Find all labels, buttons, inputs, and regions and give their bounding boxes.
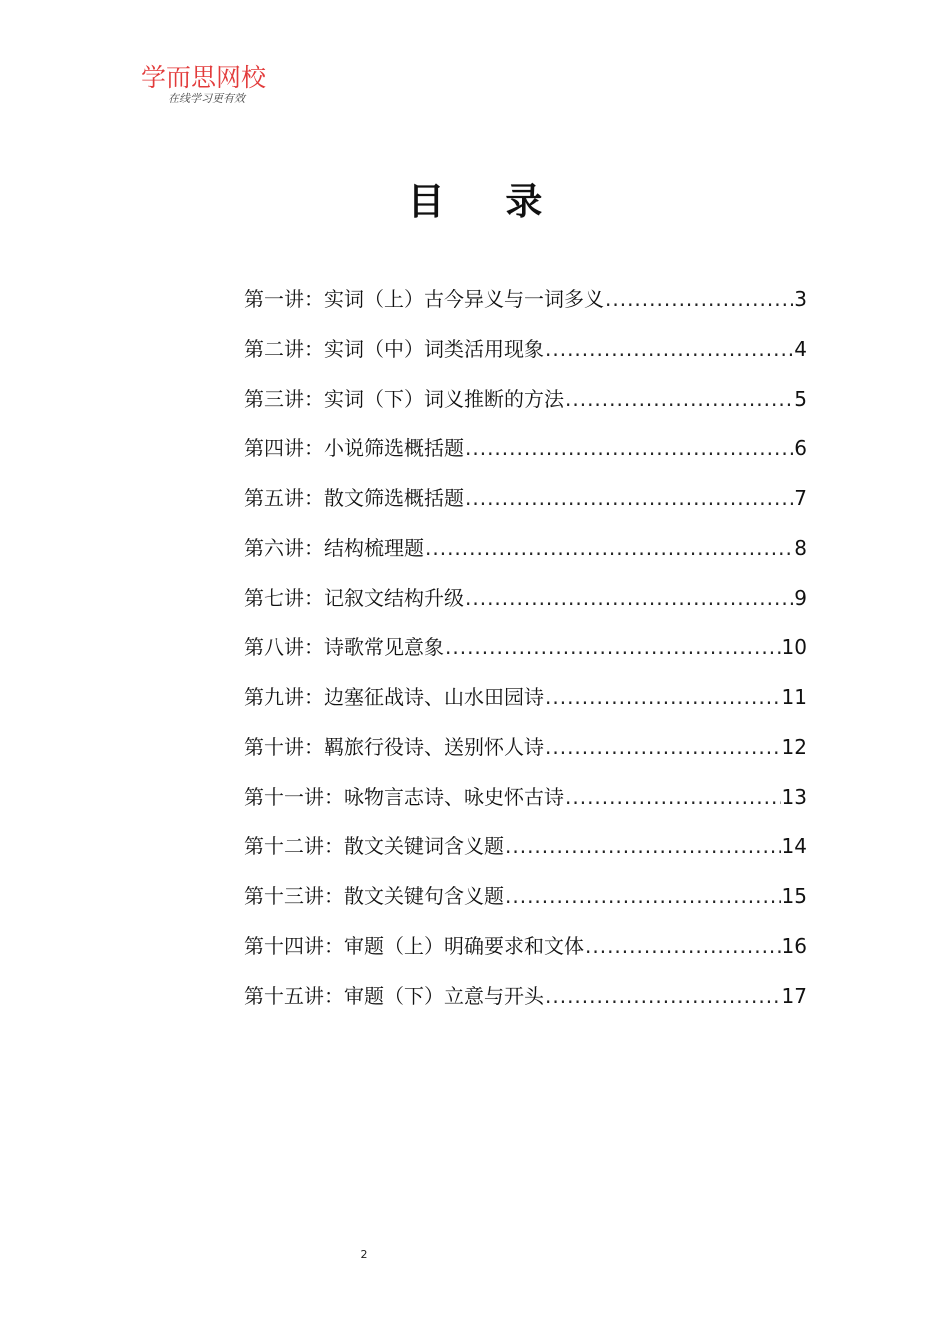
toc-entry-page: 12 xyxy=(781,734,807,759)
toc-entry-label: 第九讲：边塞征战诗、山水田园诗 xyxy=(244,685,544,709)
toc-entry-4[interactable] xyxy=(244,433,807,483)
toc-entry-8[interactable] xyxy=(244,632,807,682)
toc-entry-label: 第一讲：实词（上）古今异义与一词多义 xyxy=(244,287,604,311)
toc-entry-label: 第十五讲：审题（下）立意与开头 xyxy=(244,983,544,1008)
toc-entry-label: 第十四讲：审题（上）明确要求和文体 xyxy=(244,933,584,958)
toc-entry-page: 13 xyxy=(781,784,807,809)
table-of-contents xyxy=(244,284,807,1030)
toc-entry-page: 4 xyxy=(794,336,807,361)
toc-entry-5[interactable] xyxy=(244,483,807,533)
toc-entry-13[interactable] xyxy=(244,881,807,931)
toc-entry-10[interactable] xyxy=(244,732,807,782)
toc-entry-page: 7 xyxy=(794,486,807,510)
toc-entry-label: 第十二讲：散文关键词含义题 xyxy=(244,834,504,859)
toc-entry-label: 第十三讲：散文关键句含义题 xyxy=(244,884,504,908)
dot-leader xyxy=(585,931,781,961)
dot-leader xyxy=(425,533,793,563)
dot-leader xyxy=(605,284,793,314)
toc-entry-page: 11 xyxy=(781,685,807,709)
toc-entry-page: 6 xyxy=(794,436,807,461)
toc-entry-label: 第二讲：实词（中）词类活用现象 xyxy=(244,336,544,361)
dot-leader xyxy=(465,583,793,613)
dot-leader xyxy=(565,782,781,812)
toc-entry-7[interactable] xyxy=(244,583,807,633)
toc-entry-12[interactable] xyxy=(244,831,807,881)
toc-entry-page: 3 xyxy=(794,287,807,311)
dot-leader xyxy=(445,632,781,662)
dot-leader xyxy=(545,732,781,762)
dot-leader xyxy=(505,831,781,861)
toc-entry-label: 第八讲：诗歌常见意象 xyxy=(244,635,444,660)
toc-entry-14[interactable] xyxy=(244,931,807,981)
toc-entry-15[interactable] xyxy=(244,981,807,1031)
toc-entry-3[interactable] xyxy=(244,384,807,434)
toc-entry-page: 5 xyxy=(794,386,807,411)
toc-entry-6[interactable] xyxy=(244,533,807,583)
toc-entry-page: 14 xyxy=(781,834,807,859)
toc-entry-label: 第十讲：羁旅行役诗、送别怀人诗 xyxy=(244,734,544,759)
toc-entry-label: 第七讲：记叙文结构升级 xyxy=(244,585,464,610)
toc-entry-9[interactable] xyxy=(244,682,807,732)
toc-entry-label: 第十一讲：咏物言志诗、咏史怀古诗 xyxy=(244,784,564,809)
dot-leader xyxy=(465,433,793,463)
brand-logo xyxy=(141,62,281,112)
page-number: 2 xyxy=(360,1248,368,1261)
toc-entry-2[interactable] xyxy=(244,334,807,384)
dot-leader xyxy=(545,334,793,364)
toc-entry-page: 15 xyxy=(781,884,807,908)
toc-entry-label: 第四讲：小说筛选概括题 xyxy=(244,436,464,461)
toc-entry-page: 10 xyxy=(781,635,807,660)
dot-leader xyxy=(565,384,793,414)
toc-entry-1[interactable] xyxy=(244,284,807,334)
logo-slogan: 在线学习更有效 xyxy=(168,92,245,105)
dot-leader xyxy=(465,483,793,513)
toc-entry-page: 8 xyxy=(794,535,807,560)
toc-title: 目 录 xyxy=(407,180,567,223)
toc-entry-label: 第六讲：结构梳理题 xyxy=(244,535,424,560)
dot-leader xyxy=(505,881,781,911)
toc-entry-label: 第三讲：实词（下）词义推断的方法 xyxy=(244,386,564,411)
logo-name: 学而思网校 xyxy=(141,63,267,92)
toc-entry-page: 17 xyxy=(781,983,807,1008)
dot-leader xyxy=(545,682,781,712)
toc-entry-label: 第五讲：散文筛选概括题 xyxy=(244,486,464,510)
toc-entry-page: 9 xyxy=(794,585,807,610)
toc-entry-11[interactable] xyxy=(244,782,807,832)
dot-leader xyxy=(545,981,781,1011)
toc-entry-page: 16 xyxy=(781,933,807,958)
